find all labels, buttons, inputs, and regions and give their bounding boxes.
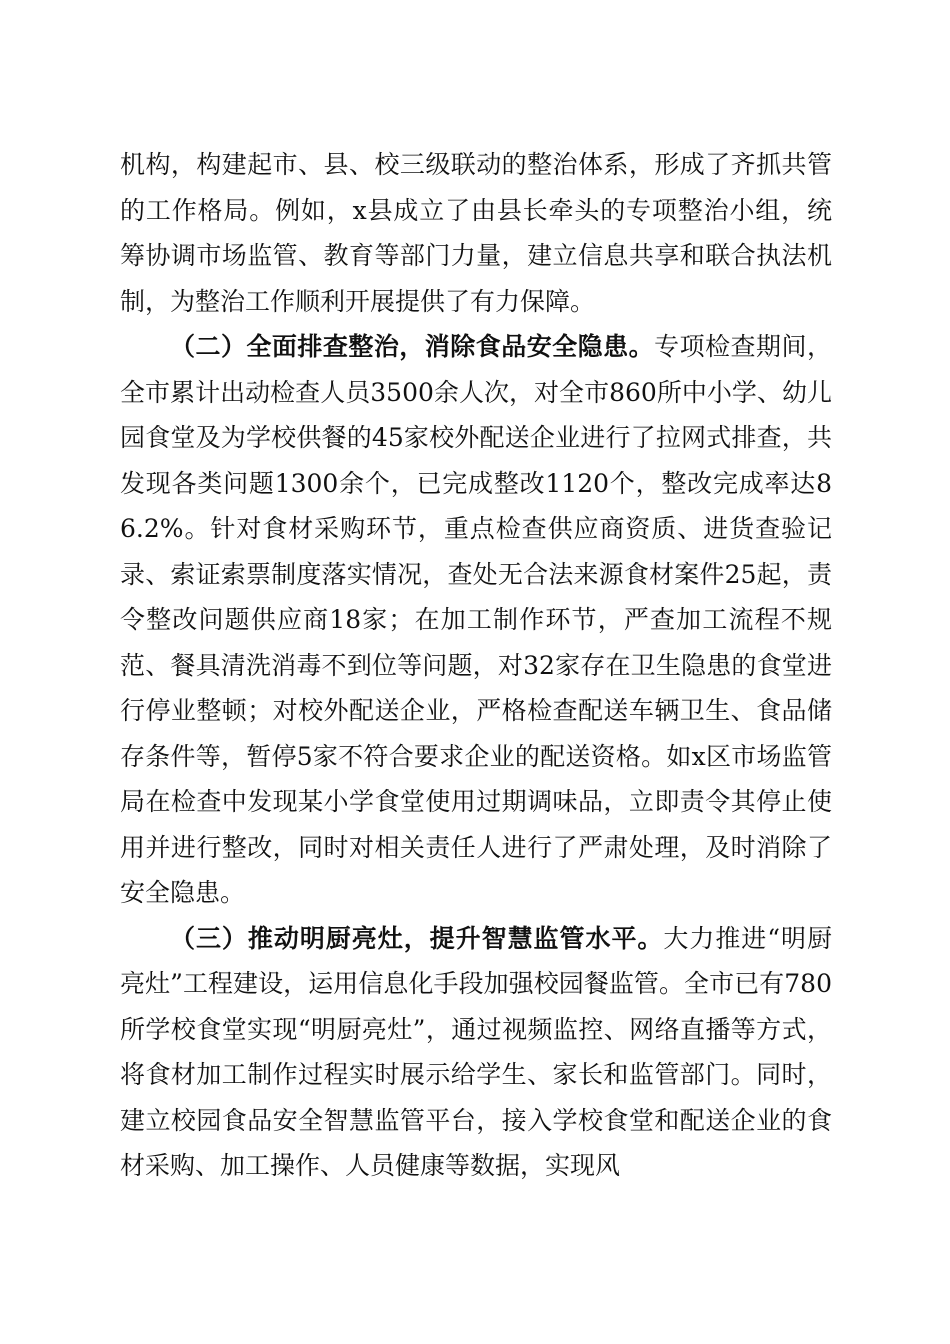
section-heading: （三）推动明厨亮灶，提升智慧监管水平。 xyxy=(170,923,664,953)
paragraph-body: 机构，构建起市、县、校三级联动的整治体系，形成了齐抓共管的工作格局。例如，x县成立了由县长牵头的专项整治小组，统筹协调市场监管、教育等部门力量，建立信息共享和联合执法机制，为整治工作顺利开展提供了有力保障。 xyxy=(120,150,832,316)
paragraph-section-2 xyxy=(120,324,832,916)
paragraph-body: 大力推进“明厨亮灶”工程建设，运用信息化手段加强校园餐监管。全市已有780所学校食堂实现“明厨亮灶”，通过视频监控、网络直播等方式，将食材加工制作过程实时展示给学生、家长和监管部门。同时，建立校园食品安全智慧监管平台，接入学校食堂和配送企业的食材采购、加工操作、人员健康等数据，实现风 xyxy=(120,923,832,1180)
document-body xyxy=(120,142,832,1189)
paragraph-section-3 xyxy=(120,916,832,1189)
paragraph-body: 专项检查期间，全市累计出动检查人员3500余人次，对全市860所中小学、幼儿园食堂及为学校供餐的45家校外配送企业进行了拉网式排查，共发现各类问题1300余个，已完成整改1120个，整改完成率达86.2%。针对食材采购环节，重点检查供应商资质、进货查验记录、索证索票制度落实情况，查处无合法来源食材案件25起，责令整改问题供应商18家；在加工制作环节，严查加工流程不规范、餐具清洗消毒不到位等问题，对32家存在卫生隐患的食堂进行停业整顿；对校外配送企业，严格检查配送车辆卫生、食品储存条件等，暂停5家不符合要求企业的配送资格。如x区市场监管局在检查中发现某小学食堂使用过期调味品，立即责令其停止使用并进行整改，同时对相关责任人进行了严肃处理，及时消除了安全隐患。 xyxy=(120,332,832,907)
paragraph-continuation xyxy=(120,142,832,324)
section-heading: （二）全面排查整治，消除食品安全隐患。 xyxy=(170,332,655,361)
